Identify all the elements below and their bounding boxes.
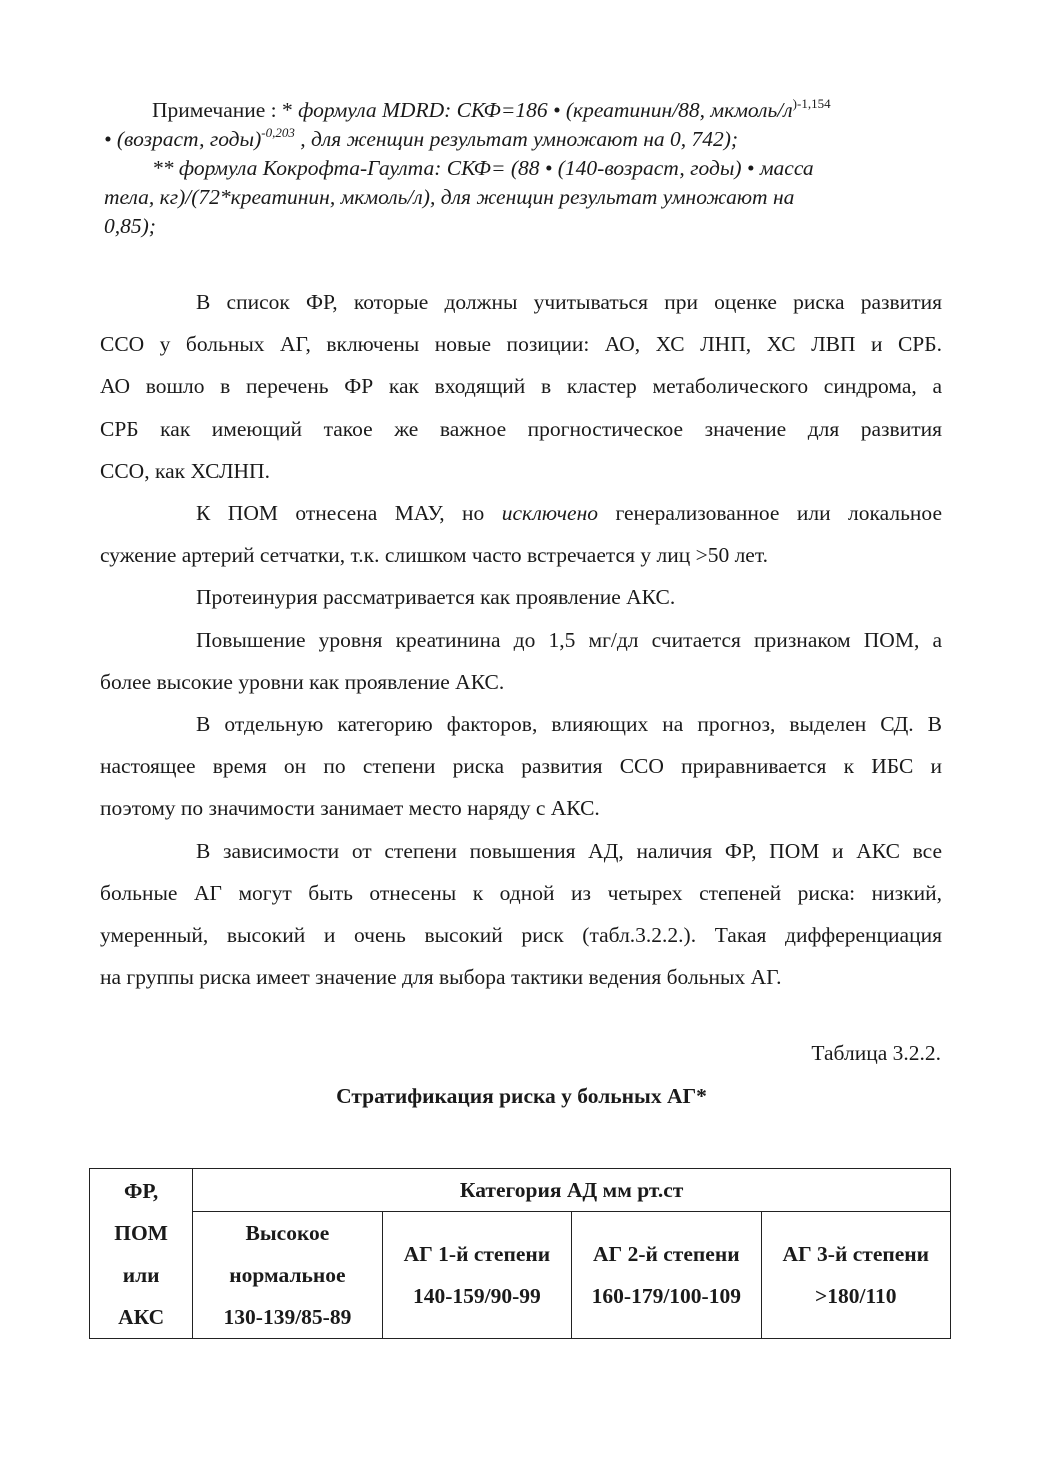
paragraph-line: умеренный, высокий и очень высокий риск (табл.3.2.2.). Такая дифференциация bbox=[100, 923, 942, 948]
column-header-line: >180/110 bbox=[815, 1284, 897, 1308]
row-header-cell bbox=[90, 1169, 193, 1339]
paragraph-3 bbox=[100, 576, 942, 618]
note-line-5-text: 0,85); bbox=[104, 214, 156, 238]
column-header-line: нормальное bbox=[229, 1263, 346, 1287]
body-text bbox=[100, 281, 942, 998]
note-line-2-b: , для женщин результат умножают на 0, 742); bbox=[294, 127, 739, 151]
note-formula-mdrd: формула MDRD: СКФ=186 • (креатинин/88, мкмоль/л bbox=[298, 98, 793, 122]
paragraph-line: В зависимости от степени повышения АД, наличия ФР, ПОМ и АКС все bbox=[196, 838, 942, 863]
paragraph-line: больные АГ могут быть отнесены к одной из четырех степеней риска: низкий, bbox=[100, 880, 942, 905]
column-header-ag2 bbox=[572, 1212, 761, 1339]
note-prefix: Примечание : * bbox=[152, 98, 299, 122]
column-header-line: 140-159/90-99 bbox=[412, 1284, 541, 1308]
table-title: Стратификация риска у больных АГ* bbox=[336, 1084, 707, 1108]
paragraph-line: АО вошло в перечень ФР как входящий в кластер метаболического синдрома, а bbox=[100, 374, 942, 399]
paragraph-5 bbox=[100, 703, 942, 830]
paragraph-2 bbox=[100, 492, 942, 576]
column-header-line: Высокое bbox=[245, 1221, 330, 1245]
paragraph-line: ССО у больных АГ, включены новые позиции: АО, ХС ЛНП, ХС ЛВП и СРБ. bbox=[100, 332, 942, 357]
column-header-high-normal bbox=[193, 1212, 382, 1339]
paragraph-line: Повышение уровня креатинина до 1,5 мг/дл считается признаком ПОМ, а bbox=[196, 627, 942, 652]
paragraph-line: СРБ как имеющий такое же важное прогностическое значение для развития bbox=[100, 416, 942, 441]
note-line-2-a: • (возраст, годы) bbox=[104, 127, 262, 151]
note-line-3 bbox=[104, 154, 944, 183]
column-header-ag1 bbox=[382, 1212, 571, 1339]
column-header-line: АГ 2-й степени bbox=[593, 1242, 740, 1266]
formula-note bbox=[104, 96, 944, 241]
note-line-2 bbox=[104, 125, 944, 154]
column-header-ag3 bbox=[761, 1212, 950, 1339]
table-number: Таблица 3.2.2. bbox=[811, 1041, 941, 1065]
paragraph-line: настоящее время он по степени риска развития ССО приравнивается к ИБС и bbox=[100, 754, 942, 779]
row-header-line: ФР, bbox=[123, 1178, 159, 1203]
paragraph-line: ССО, как ХСЛНП. bbox=[100, 458, 270, 483]
paragraph-line: В список ФР, которые должны учитываться при оценке риска развития bbox=[196, 290, 942, 314]
note-formula-cockcroft: ** формула Кокрофта-Гаулта: СКФ= (88 • (140-возраст, годы) • масса bbox=[152, 156, 814, 180]
paragraph-line: более высокие уровни как проявление АКС. bbox=[100, 669, 505, 694]
paragraph-6 bbox=[100, 830, 942, 999]
p2-emphasis: исключено bbox=[501, 501, 598, 526]
category-header-cell: Категория АД мм рт.ст bbox=[193, 1169, 951, 1212]
note-line-1 bbox=[104, 96, 944, 125]
note-superscript-1: )-1,154 bbox=[792, 96, 831, 111]
column-header-line: АГ 3-й степени bbox=[782, 1242, 930, 1266]
note-line-4-text: тела, кг)/(72*креатинин, мкмоль/л), для женщин результат умножают на bbox=[104, 185, 795, 209]
paragraph-line: В отдельную категорию факторов, влияющих на прогноз, выделен СД. В bbox=[196, 712, 942, 737]
paragraph-line: Протеинурия рассматривается как проявление АКС. bbox=[196, 585, 676, 610]
p2-text-b: генерализованное или локальное bbox=[598, 501, 942, 526]
paragraph-1 bbox=[100, 281, 942, 492]
paragraph-line: поэтому по значимости занимает место наряду с АКС. bbox=[100, 796, 600, 821]
paragraph-line: сужение артерий сетчатки, т.к. слишком часто встречается у лиц >50 лет. bbox=[100, 543, 769, 568]
row-header-line: ПОМ bbox=[114, 1220, 168, 1245]
column-header-line: АГ 1-й степени bbox=[403, 1242, 551, 1266]
p2-text-a: К ПОМ отнесена МАУ, но bbox=[196, 501, 502, 526]
column-header-line: 160-179/100-109 bbox=[591, 1284, 741, 1308]
note-line-5 bbox=[104, 212, 944, 241]
paragraph-line bbox=[100, 492, 942, 534]
column-header-line: 130-139/85-89 bbox=[223, 1305, 352, 1329]
note-line-4 bbox=[104, 183, 944, 212]
risk-stratification-table bbox=[89, 1168, 951, 1339]
row-header-line: или bbox=[122, 1262, 160, 1287]
paragraph-line: на группы риска имеет значение для выбора тактики ведения больных АГ. bbox=[100, 965, 782, 990]
row-header-line: АКС bbox=[118, 1304, 165, 1329]
paragraph-4 bbox=[100, 619, 942, 703]
note-superscript-2: -0,203 bbox=[261, 125, 295, 140]
